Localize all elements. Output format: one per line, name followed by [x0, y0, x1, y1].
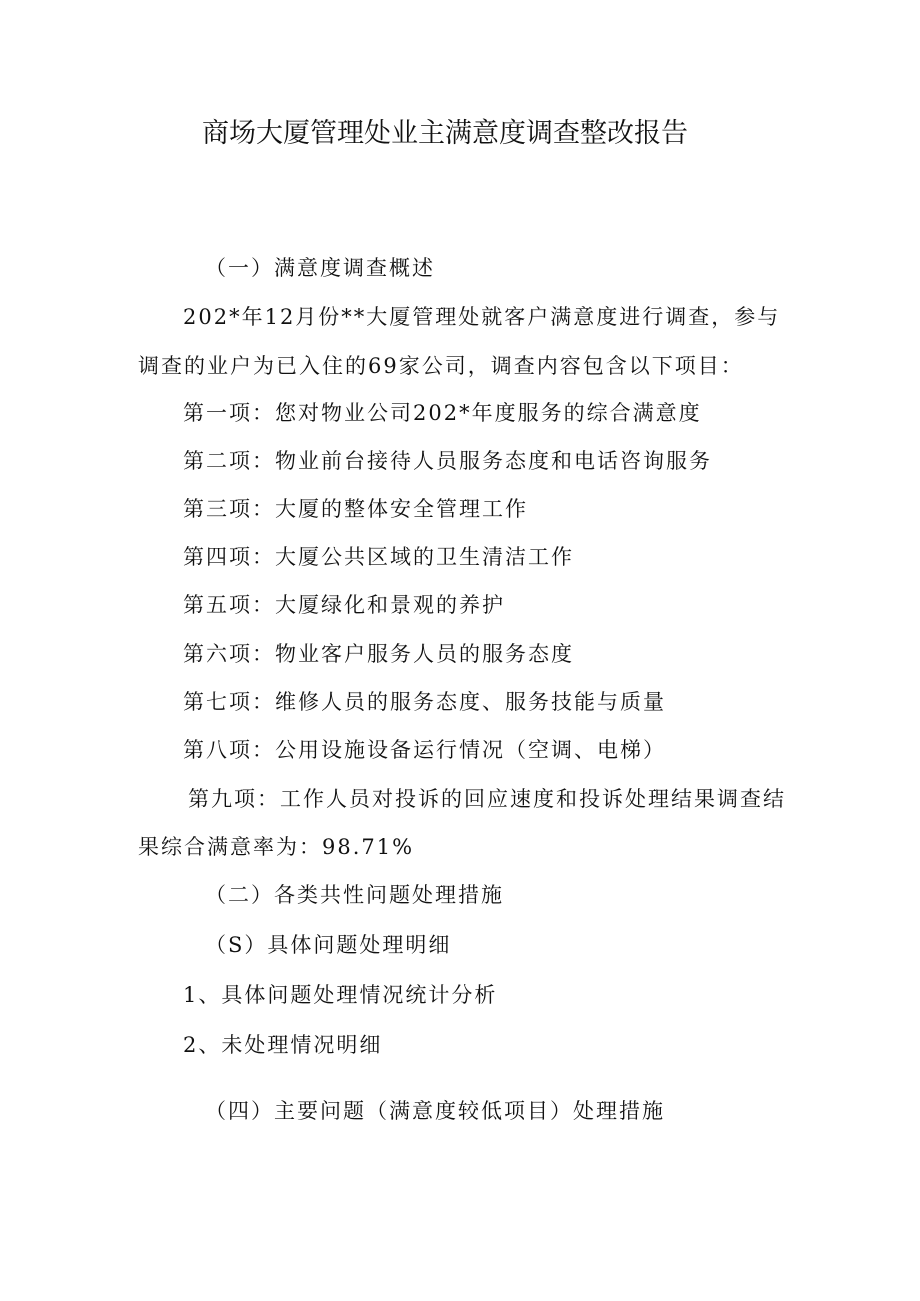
section-heading-common-issues: （二）各类共性问题处理措施: [205, 883, 504, 907]
survey-item-1: 第一项：您对物业公司202*年度服务的综合满意度: [183, 401, 702, 425]
survey-item-4: 第四项：大厦公共区域的卫生清洁工作: [183, 545, 574, 569]
survey-item-7: 第七项：维修人员的服务态度、服务技能与质量: [183, 690, 666, 714]
section-heading-overview: （一）满意度调查概述: [205, 256, 435, 280]
survey-item-6: 第六项：物业客户服务人员的服务态度: [183, 642, 574, 666]
survey-item-3: 第三项：大厦的整体安全管理工作: [183, 497, 528, 521]
section-heading-main-issues: （四）主要问题（满意度较低项目）处理措施: [205, 1099, 665, 1123]
survey-item-9: 第九项：工作人员对投诉的回应速度和投诉处理结果调查结: [188, 787, 786, 811]
sub-item-unprocessed: 2、未处理情况明细: [183, 1033, 383, 1057]
survey-item-8: 第八项：公用设施设备运行情况（空调、电梯）: [183, 738, 666, 762]
section-heading-details: （S）具体问题处理明细: [205, 933, 452, 957]
paragraph-line: 202*年12月份**大厦管理处就客户满意度进行调查，参与: [183, 305, 781, 329]
survey-item-5: 第五项：大厦绿化和景观的养护: [183, 593, 505, 617]
paragraph-line: 调查的业户为已入住的69家公司，调查内容包含以下项目：: [138, 354, 744, 378]
survey-item-2: 第二项：物业前台接待人员服务态度和电话咨询服务: [183, 449, 712, 473]
sub-item-statistics: 1、具体问题处理情况统计分析: [183, 983, 498, 1007]
satisfaction-rate-line: 果综合满意率为：98.71%: [138, 835, 415, 859]
document-title: 商场大厦管理处业主满意度调查整改报告: [202, 118, 688, 149]
